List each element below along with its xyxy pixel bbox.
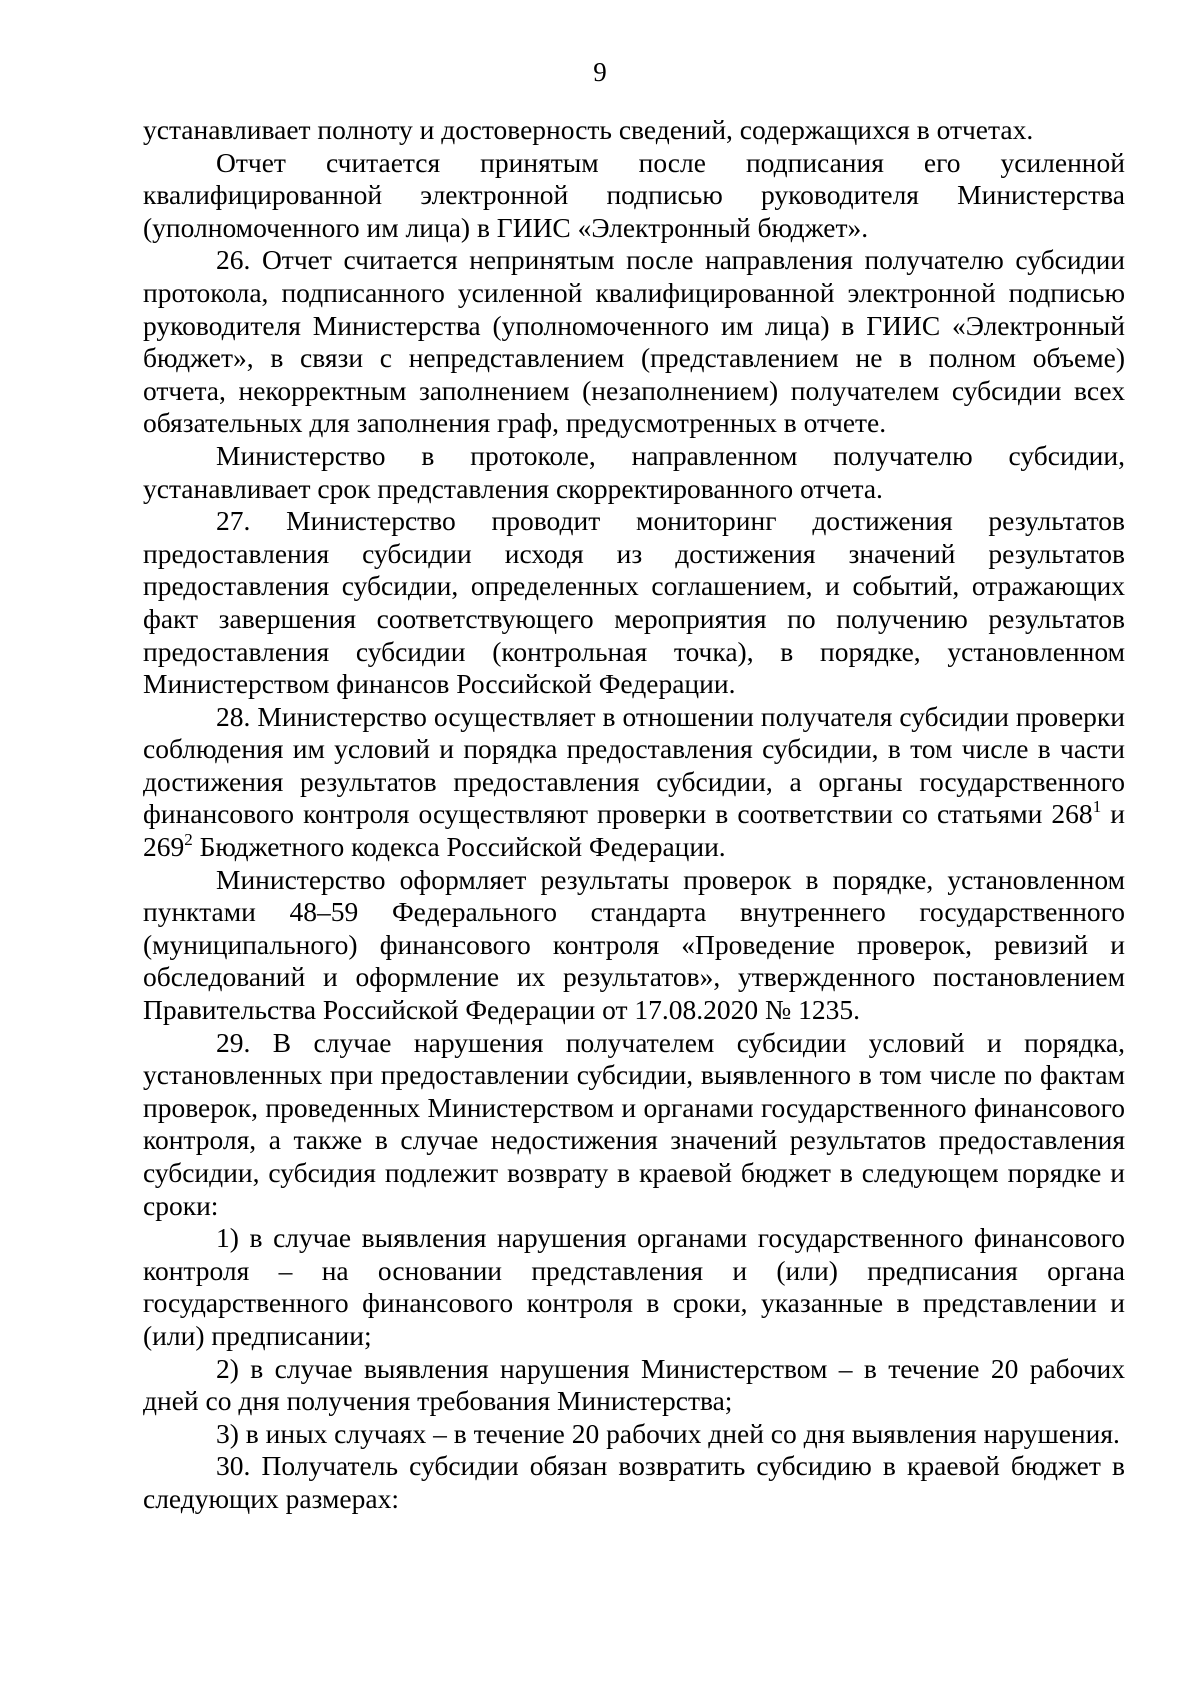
paragraph-item-27: 27. Министерство проводит мониторинг достижения результатов предоставления субсидии исходя из достижения значений результатов предоставления субсидии, определенных соглашением, и событий, отражающих факт завершения соответствующего мероприятия по получению результатов предоставления субсидии (контрольная точка), в порядке, установленном Министерством финансов Российской Федерации.	[143, 505, 1125, 700]
paragraph-item-28	[143, 701, 1125, 864]
page-number: 9	[593, 57, 607, 87]
item-28-superscript-1: 1	[1092, 797, 1102, 817]
paragraph-item-26: 26. Отчет считается непринятым после направления получателю субсидии протокола, подписанного усиленной квалифицированной электронной подписью руководителя Министерства (уполномоченного им лица) в ГИИС «Электронный бюджет», в связи с непредставлением (представлением не в полном объеме) отчета, некорректным заполнением (незаполнением) получателем субсидии всех обязательных для заполнения граф, предусмотренных в отчете.	[143, 244, 1125, 439]
paragraph-subitem-3: 3) в иных случаях – в течение 20 рабочих дней со дня выявления нарушения.	[216, 1417, 1120, 1449]
item-28-superscript-2: 2	[184, 830, 193, 850]
paragraph-item-29: 29. В случае нарушения получателем субсидии условий и порядка, установленных при предоставлении субсидии, выявленного в том числе по фактам проверок, проведенных Министерством и органами государственного финансового контроля, а также в случае недостижения значений результатов предоставления субсидии, субсидия подлежит возврату в краевой бюджет в следующем порядке и сроки:	[143, 1026, 1125, 1221]
paragraph-subitem-1: 1) в случае выявления нарушения органами государственного финансового контроля – на основании представления и (или) предписания органа государственного финансового контроля в сроки, указанные в представлении и (или) предписании;	[143, 1222, 1125, 1351]
paragraph-subitem-2: 2) в случае выявления нарушения Министерством – в течение 20 рабочих дней со дня получения требования Министерства;	[143, 1352, 1125, 1417]
paragraph-protocol-deadline: Министерство в протоколе, направленном получателю субсидии, устанавливает срок представления скорректированного отчета.	[143, 439, 1125, 504]
item-28-text-part2: и 269	[143, 798, 1126, 863]
paragraph-report-accepted: Отчет считается принятым после подписания его усиленной квалифицированной электронной подписью руководителя Министерства (уполномоченного им лица) в ГИИС «Электронный бюджет».	[143, 146, 1125, 243]
item-28-text-part3: Бюджетного кодекса Российской Федерации.	[192, 831, 726, 863]
item-28-text-part1: 28. Министерство осуществляет в отношении получателя субсидии проверки соблюдения им условий и порядка предоставления субсидии, в том числе в части достижения результатов предоставления субсидии, а органы государственного финансового контроля осуществляют проверки в соответствии со статьями 268	[143, 700, 1125, 830]
paragraph-item-30: 30. Получатель субсидии обязан возвратить субсидию в краевой бюджет в следующих размерах:	[143, 1450, 1125, 1514]
paragraph-continuation: устанавливает полноту и достоверность сведений, содержащихся в отчетах.	[143, 114, 1034, 145]
document-body	[143, 114, 1125, 1516]
paragraph-inspection-results: Министерство оформляет результаты проверок в порядке, установленном пунктами 48–59 Федерального стандарта внутреннего государственного (муниципального) финансового контроля «Проведение проверок, ревизий и обследований и оформление их результатов», утвержденного постановлением Правительства Российской Федерации от 17.08.2020 № 1235.	[143, 863, 1125, 1026]
